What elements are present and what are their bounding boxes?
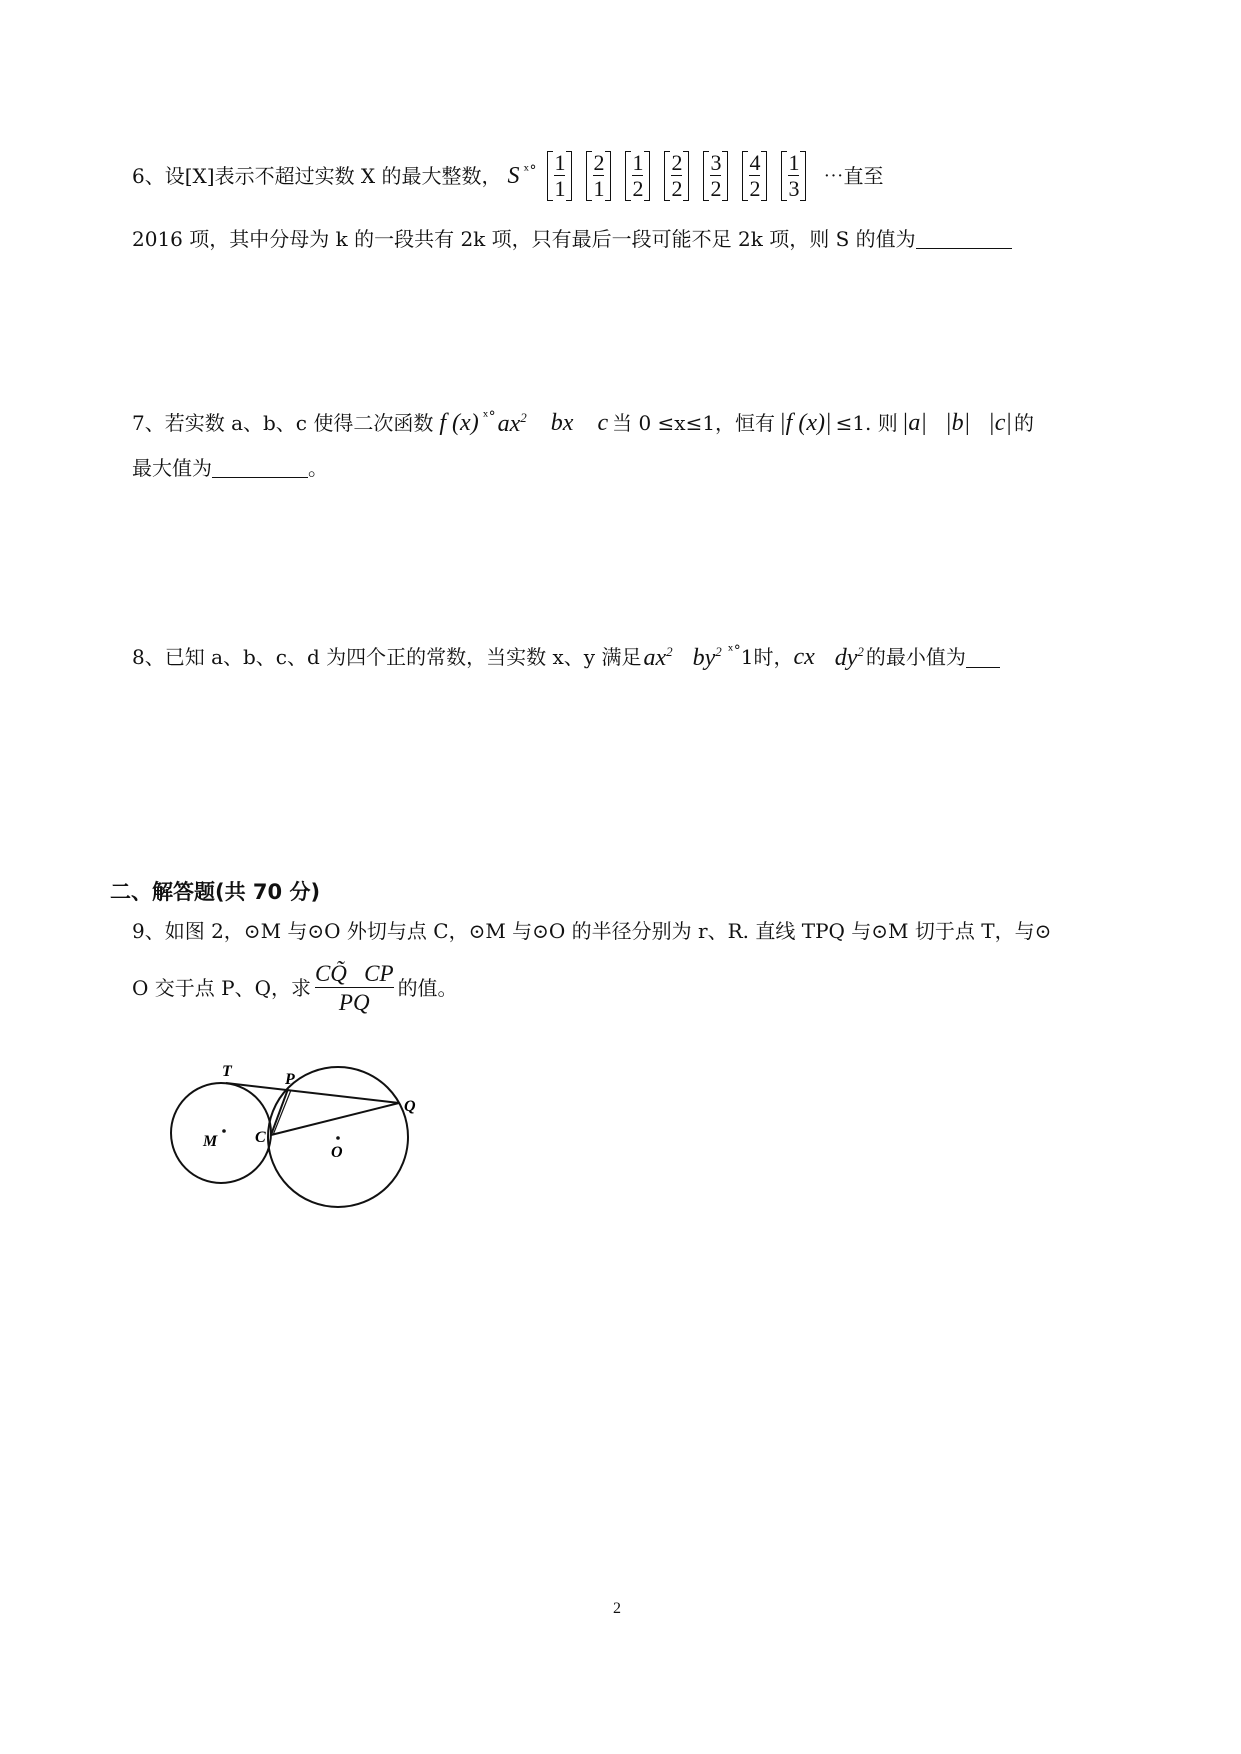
q8-mid: 时， <box>753 645 794 669</box>
q7-b-abs: |b| <box>944 410 971 436</box>
q9-frac-den: PQ <box>315 987 394 1015</box>
q6-term-numerator: 2 <box>593 149 605 175</box>
q6-floor-term <box>703 151 728 201</box>
q6-floor-term <box>742 151 767 201</box>
question-7-line1 <box>132 410 1034 436</box>
q6-term-denominator: 2 <box>749 176 761 201</box>
q9-fraction <box>315 961 394 1015</box>
q6-line2: 2016 项，其中分母为 k 的一段共有 2k 项，只有最后一段可能不足 2k 项，则 S 的值为 <box>132 227 916 251</box>
q6-term-numerator: 1 <box>554 149 566 175</box>
q6-term-denominator: 2 <box>710 176 722 201</box>
q9-line1: 9、如图 2，⊙M 与⊙O 外切与点 C，⊙M 与⊙O 的半径分别为 r、R. 直线 TPQ 与⊙M 切于点 T，与⊙ <box>132 919 1052 943</box>
q6-terms <box>540 151 813 201</box>
q7-line2-end: 。 <box>308 456 328 480</box>
q8-eq-glyph: ˣ° <box>727 643 741 659</box>
center-O-dot <box>336 1136 340 1140</box>
label-C: C <box>255 1129 266 1146</box>
line-CQ <box>271 1103 399 1135</box>
q7-ax2: $ax^2$ <box>497 409 527 437</box>
q6-term-numerator: 1 <box>788 149 800 175</box>
q6-term-denominator: 1 <box>554 176 566 201</box>
question-7-line2 <box>132 457 328 478</box>
q6-term-numerator: 1 <box>632 149 644 175</box>
q6-prefix: 6、设[X]表示不超过实数 X 的最大整数， <box>132 164 502 188</box>
q6-eq-glyph: ˣ° <box>523 163 537 179</box>
q6-answer-blank[interactable] <box>916 228 1012 249</box>
q8-by2: $by^2$ <box>692 643 722 671</box>
q9-frac-num: CQ̃ CP <box>314 961 394 987</box>
q6-term-denominator: 2 <box>632 176 644 201</box>
label-P: P <box>285 1071 295 1088</box>
q7-c-abs: |c| <box>988 410 1013 436</box>
q8-dy2: $dy^2$ <box>834 643 864 671</box>
question-6-line1 <box>132 148 883 204</box>
q8-eq1: 1 <box>740 645 754 669</box>
q6-S: S <box>507 163 520 189</box>
q6-term-numerator: 4 <box>749 149 761 175</box>
q6-term-denominator: 1 <box>593 176 605 201</box>
q8-suffix: 的最小值为 <box>865 645 966 669</box>
question-8-line1 <box>132 644 1000 670</box>
q7-fx: f (x) <box>439 410 479 436</box>
q7-cond2: ≤1. 则 <box>835 411 898 435</box>
q6-term-numerator: 2 <box>671 149 683 175</box>
q6-term-numerator: 3 <box>710 149 722 175</box>
q7-abs-fx: |f (x)| <box>779 410 832 436</box>
label-O: O <box>331 1144 343 1161</box>
section-heading: 二、解答题(共 70 分) <box>110 880 321 904</box>
q6-term-denominator: 2 <box>671 176 683 201</box>
q6-floor-term <box>547 151 572 201</box>
q7-suffix: 的 <box>1014 411 1035 435</box>
q6-floor-term <box>625 151 650 201</box>
line-CP-2 <box>273 1090 291 1135</box>
q9-line2-suffix: 的值。 <box>397 976 458 1000</box>
q6-floor-term <box>781 151 806 201</box>
q7-answer-blank[interactable] <box>212 457 308 478</box>
center-M-dot <box>222 1129 226 1133</box>
q7-cond1: 当 0 ≤x≤1，恒有 <box>612 411 776 435</box>
q6-term-denominator: 3 <box>788 176 800 201</box>
q7-a-abs: |a| <box>901 410 927 436</box>
q8-prefix: 8、已知 a、b、c、d 为四个正的常数，当实数 x、y 满足 <box>132 645 642 669</box>
question-9-line2 <box>132 956 458 1020</box>
q7-line2: 最大值为 <box>132 456 212 480</box>
label-T: T <box>222 1063 232 1080</box>
page-number: 2 <box>613 1600 621 1617</box>
q6-floor-term <box>586 151 611 201</box>
q9-line2-prefix: O 交于点 P、Q，求 <box>132 976 311 1000</box>
q8-answer-blank[interactable] <box>966 647 1000 668</box>
q7-bx: bx <box>550 410 574 436</box>
question-9-line1 <box>132 921 1051 941</box>
q6-floor-term <box>664 151 689 201</box>
q7-eq-glyph: ˣ° <box>482 409 496 425</box>
label-Q: Q <box>404 1098 416 1115</box>
q7-prefix: 7、若实数 a、b、c 使得二次函数 <box>132 411 434 435</box>
q6-suffix: ⋯直至 <box>823 164 884 188</box>
question-6-line2 <box>132 228 1012 249</box>
figure-two-circles <box>160 1055 430 1215</box>
label-M: M <box>203 1133 218 1150</box>
q8-ax2: $ax^2$ <box>643 643 673 671</box>
q8-cx: cx <box>793 644 815 670</box>
q7-c: c <box>597 410 609 436</box>
